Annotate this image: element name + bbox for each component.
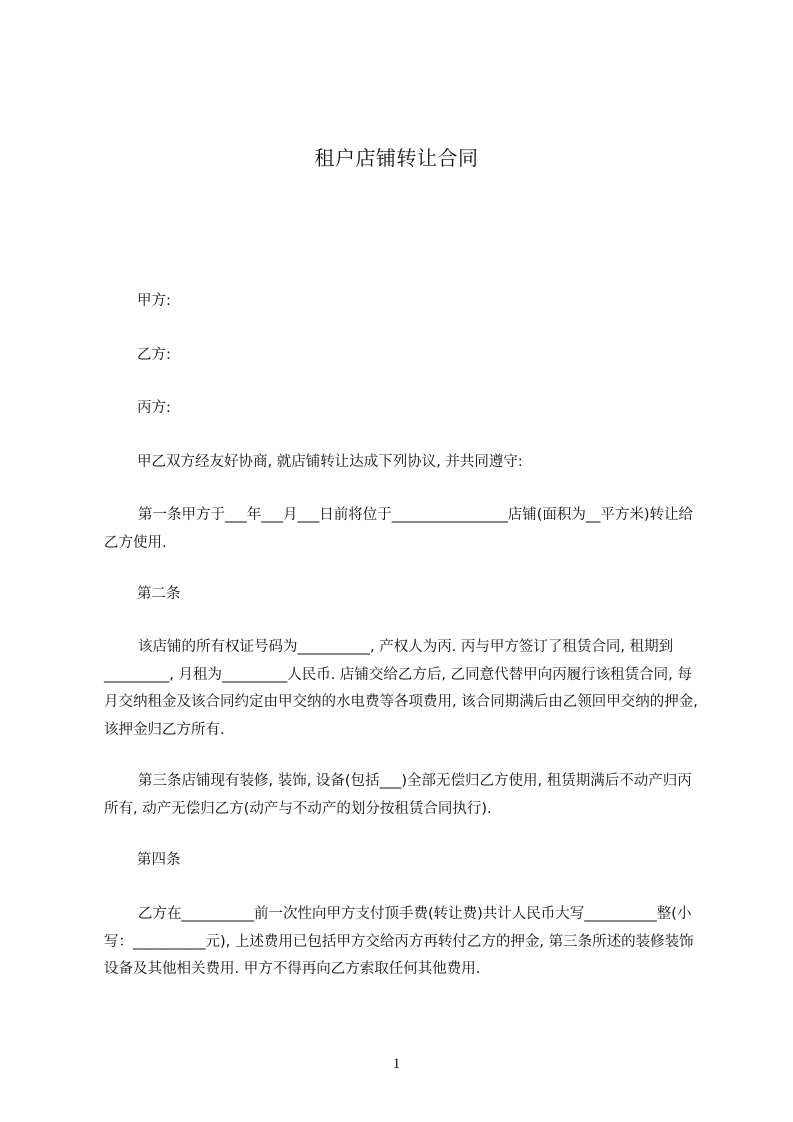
article-4-body [104, 901, 704, 984]
party-b-label: 乙方: [137, 347, 171, 363]
article-2-body-text: 该店铺的所有权证号码为__________, 产权人为丙. 丙与甲方签订了租赁合同, 租期到_________, 月租为_________人民币. 店铺交给乙方后, 乙同意代替甲向丙履行该租赁合同, 每月交纳租金及该合同约定由甲交纳的水电费等各项费用, 该合同期满后由乙领回甲交纳的押金, 该押金归乙方所有. [104, 639, 698, 738]
article-3 [104, 768, 704, 823]
article-4-body-text: 乙方在__________前一次性向甲方支付顶手费(转让费)共计人民币大写__________整(小写：__________元), 上述费用已包括甲方交给丙方再转付乙方的押金, 第三条所述的装修装饰设备及其他相关费用. 甲方不得再向乙方索取任何其他费用. [104, 906, 694, 977]
party-a-label: 甲方: [137, 293, 171, 309]
page-number: 1 [392, 1056, 401, 1072]
article-2-heading: 第二条 [137, 586, 181, 602]
article-1-text: 第一条甲方于___年___月___日前将位于________________店铺(面积为__平方米)转让给乙方使用. [104, 507, 694, 551]
preamble: 甲乙双方经友好协商, 就店铺转让达成下列协议, 并共同遵守: [137, 454, 523, 470]
article-1 [104, 502, 704, 557]
article-4-heading: 第四条 [137, 852, 181, 868]
article-2-body [104, 634, 704, 744]
article-3-text: 第三条店铺现有装修, 装饰, 设备(包括___)全部无偿归乙方使用, 租赁期满后不动产归丙所有, 动产无偿归乙方(动产与不动产的划分按租赁合同执行). [104, 773, 692, 817]
document-title: 租户店铺转让合同 [314, 146, 479, 170]
party-c-label: 丙方: [137, 400, 171, 416]
